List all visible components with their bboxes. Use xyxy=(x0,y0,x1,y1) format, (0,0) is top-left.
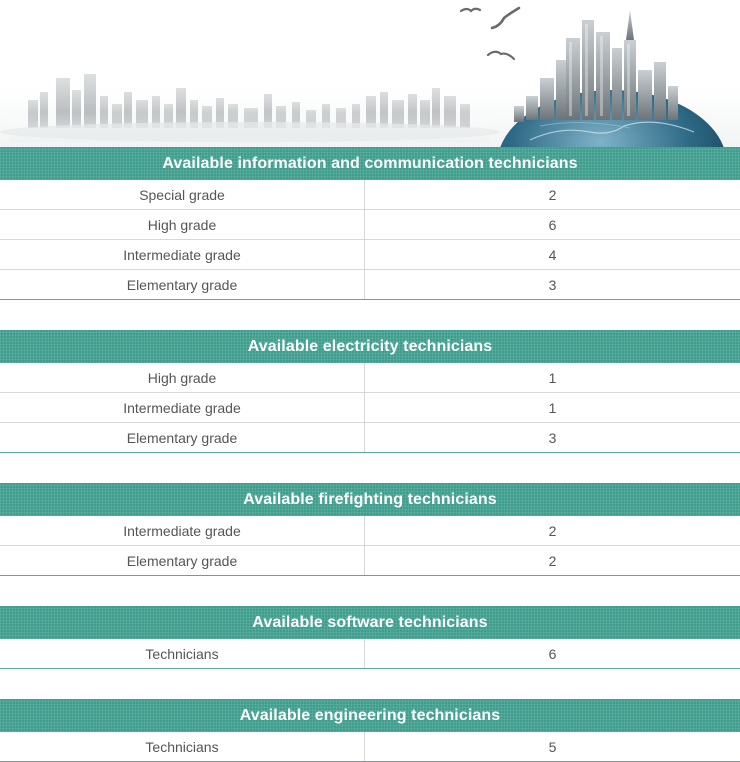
table-row xyxy=(0,639,740,669)
table-row xyxy=(0,546,740,576)
grade-cell: Intermediate grade xyxy=(0,516,365,546)
count-cell: 2 xyxy=(365,516,740,546)
grade-cell: Special grade xyxy=(0,180,365,210)
section-software-technicians xyxy=(0,606,740,669)
count-cell: 4 xyxy=(365,240,740,270)
section-title: Available electricity technicians xyxy=(0,330,740,363)
seagull-icon xyxy=(461,8,519,59)
count-cell: 5 xyxy=(365,732,740,762)
grade-cell: Elementary grade xyxy=(0,423,365,453)
grade-cell: Technicians xyxy=(0,732,365,762)
section-engineering-technicians xyxy=(0,699,740,762)
count-cell: 3 xyxy=(365,423,740,453)
section-title: Available engineering technicians xyxy=(0,699,740,732)
table-row xyxy=(0,240,740,270)
grade-cell: Elementary grade xyxy=(0,270,365,300)
technician-table xyxy=(0,516,740,576)
count-cell: 1 xyxy=(365,393,740,423)
section-title: Available software technicians xyxy=(0,606,740,639)
table-row xyxy=(0,423,740,453)
section-title: Available information and communication technicians xyxy=(0,147,740,180)
section-ict-technicians xyxy=(0,147,740,300)
count-cell: 2 xyxy=(365,546,740,576)
grade-cell: Technicians xyxy=(0,639,365,669)
count-cell: 6 xyxy=(365,639,740,669)
section-electricity-technicians xyxy=(0,330,740,453)
section-firefighting-technicians xyxy=(0,483,740,576)
grade-cell: Elementary grade xyxy=(0,546,365,576)
technician-table xyxy=(0,732,740,762)
table-row xyxy=(0,363,740,393)
table-row xyxy=(0,516,740,546)
count-cell: 3 xyxy=(365,270,740,300)
table-row xyxy=(0,180,740,210)
globe-city-icon xyxy=(497,10,727,147)
grade-cell: High grade xyxy=(0,210,365,240)
count-cell: 2 xyxy=(365,180,740,210)
table-row xyxy=(0,210,740,240)
table-row xyxy=(0,270,740,300)
grade-cell: Intermediate grade xyxy=(0,393,365,423)
grade-cell: High grade xyxy=(0,363,365,393)
city-skyline-icon xyxy=(0,0,740,147)
table-row xyxy=(0,393,740,423)
technician-table xyxy=(0,363,740,453)
count-cell: 1 xyxy=(365,363,740,393)
section-title: Available firefighting technicians xyxy=(0,483,740,516)
grade-cell: Intermediate grade xyxy=(0,240,365,270)
technician-table xyxy=(0,180,740,300)
table-row xyxy=(0,732,740,762)
header-illustration xyxy=(0,0,740,147)
technician-table xyxy=(0,639,740,669)
count-cell: 6 xyxy=(365,210,740,240)
